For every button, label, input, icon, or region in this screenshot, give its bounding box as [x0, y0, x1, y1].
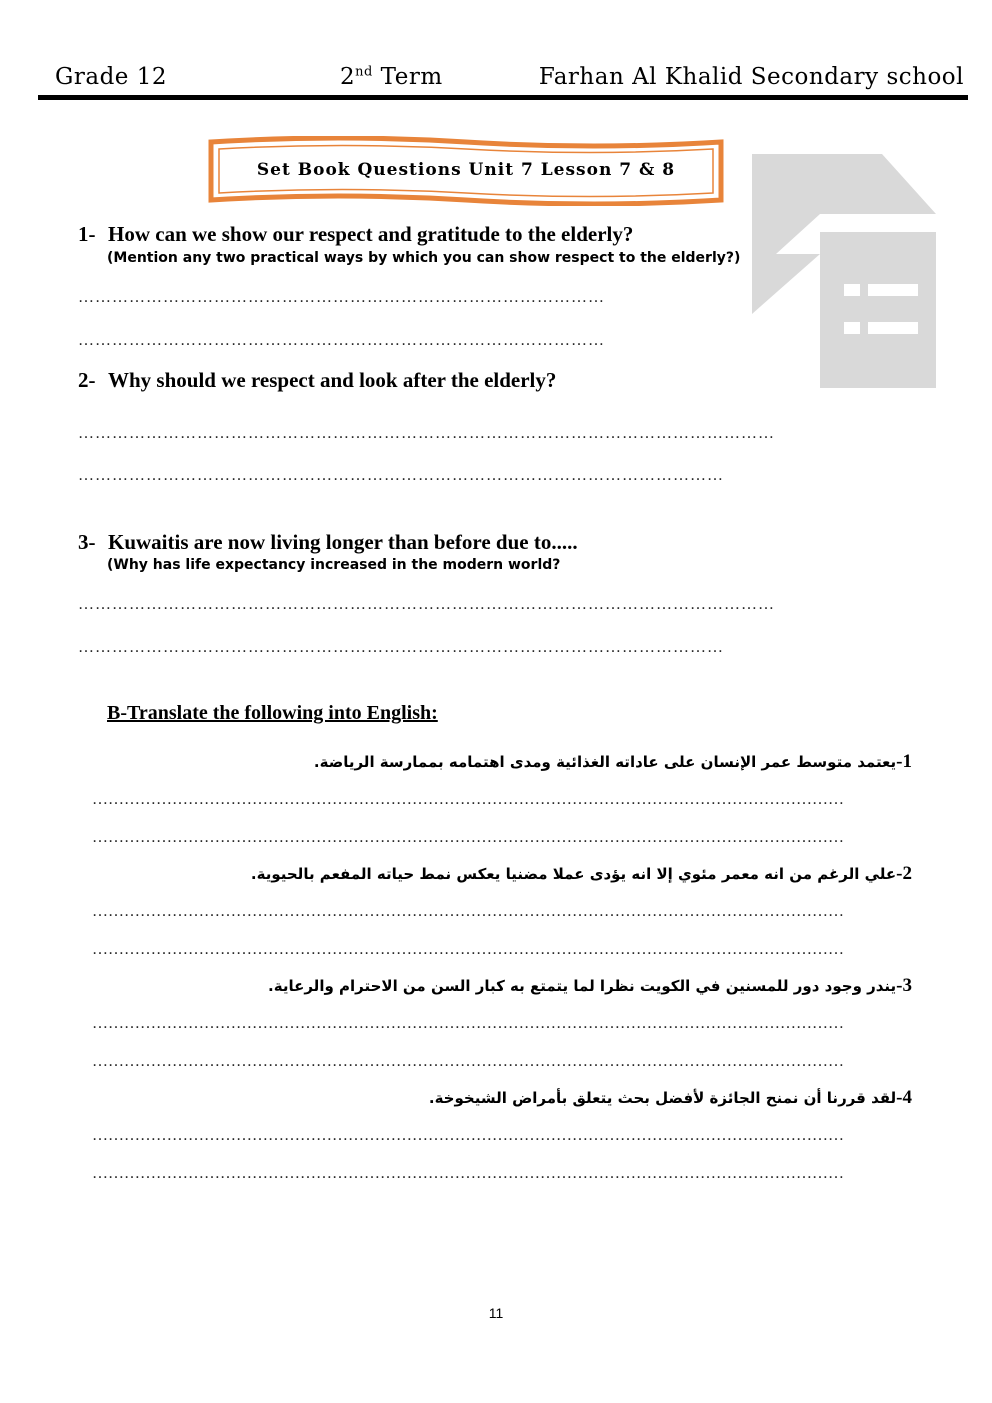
answer-line[interactable]: ……………………………………………………………………………………………………………………………	[92, 1053, 844, 1070]
question-3-subtext: (Why has life expectancy increased in the modern world?	[107, 557, 561, 573]
answer-line[interactable]: ……………………………………………………………………………………………………………………………	[92, 941, 844, 958]
arabic-sentence-4	[429, 1087, 912, 1109]
sentence-number: 2-	[896, 863, 912, 884]
question-number: 3-	[78, 530, 96, 554]
answer-line[interactable]: ……………………………………………………………………………………………………	[78, 639, 724, 656]
sentence-text: لقد قررنا أن نمنح الجائزة لأفضل بحث يتعلق بأمراض الشيخوخة.	[428, 1089, 897, 1107]
term-suffix: nd	[355, 64, 373, 80]
answer-line[interactable]: ……………………………………………………………………………………………………………	[78, 596, 775, 613]
header-term	[340, 64, 443, 90]
sentence-number: 3-	[896, 975, 912, 996]
arabic-sentence-3	[268, 975, 912, 997]
sentence-number: 1-	[896, 751, 912, 772]
answer-line[interactable]: ……………………………………………………………………………………………………………………………	[92, 1165, 844, 1182]
document-list-icon	[752, 154, 936, 388]
term-word: Term	[380, 64, 443, 90]
question-3	[78, 530, 578, 555]
answer-line[interactable]: ……………………………………………………………………………………………………………………………	[92, 791, 844, 808]
question-text: How can we show our respect and gratitude to the elderly?	[108, 222, 634, 246]
header-divider	[38, 95, 968, 100]
question-1	[78, 222, 633, 247]
section-b-title: B-Translate the following into English:	[107, 702, 438, 724]
sentence-text: علي الرغم من انه معمر مئوي إلا انه يؤدى عملا مضنيا يعكس نمط حياته المفعم بالحيوية.	[250, 865, 897, 883]
arabic-sentence-1	[314, 751, 912, 773]
answer-line[interactable]: ……………………………………………………………………………………………………………………………	[92, 1127, 844, 1144]
sentence-text: يعتمد متوسط عمر الإنسان على عاداته الغذائية ومدى اهتمامه بممارسة الرياضة.	[313, 753, 897, 771]
answer-line[interactable]: ……………………………………………………………………………………………………………………………	[92, 829, 844, 846]
arabic-sentence-2	[251, 863, 912, 885]
question-number: 1-	[78, 222, 96, 246]
header-school: Farhan Al Khalid Secondary school	[538, 64, 964, 90]
banner-title: Set Book Questions Unit 7 Lesson 7 & 8	[256, 160, 676, 180]
question-text: Kuwaitis are now living longer than before due to.....	[108, 530, 578, 554]
term-number: 2	[340, 64, 356, 90]
page-number: 11	[488, 1305, 504, 1321]
question-text: Why should we respect and look after the elderly?	[108, 368, 557, 392]
answer-line[interactable]: ……………………………………………………………………………………………………	[78, 467, 724, 484]
answer-line[interactable]: …………………………………………………………………………………	[78, 289, 605, 306]
sentence-text: يندر وجود دور للمسنين في الكويت نظرا لما يتمتع به كبار السن من الاحترام والرعاية.	[268, 977, 897, 995]
sentence-number: 4-	[896, 1087, 912, 1108]
answer-line[interactable]: ……………………………………………………………………………………………………………………………	[92, 903, 844, 920]
question-2	[78, 368, 556, 393]
header-grade: Grade 12	[55, 64, 167, 90]
answer-line[interactable]: …………………………………………………………………………………	[78, 332, 605, 349]
answer-line[interactable]: ……………………………………………………………………………………………………………	[78, 425, 775, 442]
question-1-subtext: (Mention any two practical ways by which you can show respect to the elderly?)	[107, 250, 741, 266]
question-number: 2-	[78, 368, 96, 392]
answer-line[interactable]: ……………………………………………………………………………………………………………………………	[92, 1015, 844, 1032]
